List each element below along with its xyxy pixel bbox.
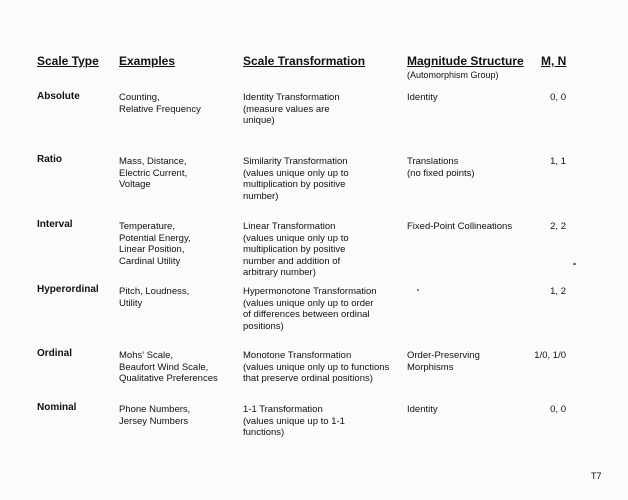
header-transformation: Scale Transformation	[243, 54, 366, 68]
row-nominal-type: Nominal	[37, 402, 77, 413]
header-examples: Examples	[119, 54, 176, 68]
row-hyperordinal-type: Hyperordinal	[37, 284, 99, 295]
row-ordinal-mn: 1/0, 1/0	[534, 350, 566, 361]
row-interval-transformation: Linear Transformation (values unique only up to multiplication by positive number and addition of arbitrary number)	[243, 221, 349, 278]
header-magnitude-sub: (Automorphism Group)	[407, 70, 499, 80]
row-nominal-magnitude: Identity	[407, 404, 438, 415]
row-nominal-transformation: 1-1 Transformation (values unique up to 1-1 functions)	[243, 404, 345, 438]
row-interval-type: Interval	[37, 219, 73, 230]
row-ratio-examples: Mass, Distance, Electric Current, Voltage	[119, 156, 188, 190]
row-nominal-examples: Phone Numbers, Jersey Numbers	[119, 404, 191, 427]
row-ratio-magnitude: Translations (no fixed points)	[407, 156, 475, 179]
row-ordinal-type: Ordinal	[37, 348, 73, 359]
row-absolute-mn: 0, 0	[550, 92, 566, 103]
row-ordinal-magnitude: Order-Preserving Morphisms	[407, 350, 480, 373]
row-absolute-type: Absolute	[37, 91, 80, 102]
row-ratio-type: Ratio	[37, 154, 62, 165]
row-hyperordinal-transformation: Hypermonotone Transformation (values unique only up to order of differences between ordinal positions)	[243, 286, 377, 332]
row-absolute-magnitude: Identity	[407, 92, 438, 103]
scan-speck	[417, 289, 419, 291]
row-nominal-mn: 0, 0	[550, 404, 566, 415]
row-interval-magnitude: Fixed-Point Collineations	[407, 221, 513, 232]
row-absolute-examples: Counting, Relative Frequency	[119, 92, 201, 115]
header-magnitude: Magnitude Structure	[407, 54, 524, 68]
row-ordinal-transformation: Monotone Transformation (values unique only up to functions that preserve ordinal positions)	[243, 350, 390, 384]
row-hyperordinal-examples: Pitch, Loudness, Utility	[119, 286, 190, 309]
row-interval-mn: 2, 2	[550, 221, 566, 232]
row-hyperordinal-mn: 1, 2	[550, 286, 566, 297]
page-label: T7	[591, 471, 602, 481]
scan-speck	[573, 263, 576, 265]
row-ratio-transformation: Similarity Transformation (values unique only up to multiplication by positive number)	[243, 156, 349, 202]
row-ordinal-examples: Mohs' Scale, Beaufort Wind Scale, Qualitative Preferences	[119, 350, 218, 384]
row-ratio-mn: 1, 1	[550, 156, 566, 167]
row-interval-examples: Temperature, Potential Energy, Linear Position, Cardinal Utility	[119, 221, 191, 267]
header-scale-type: Scale Type	[37, 54, 99, 68]
row-absolute-transformation: Identity Transformation (measure values are unique)	[243, 92, 340, 126]
header-mn: M, N	[541, 54, 567, 68]
